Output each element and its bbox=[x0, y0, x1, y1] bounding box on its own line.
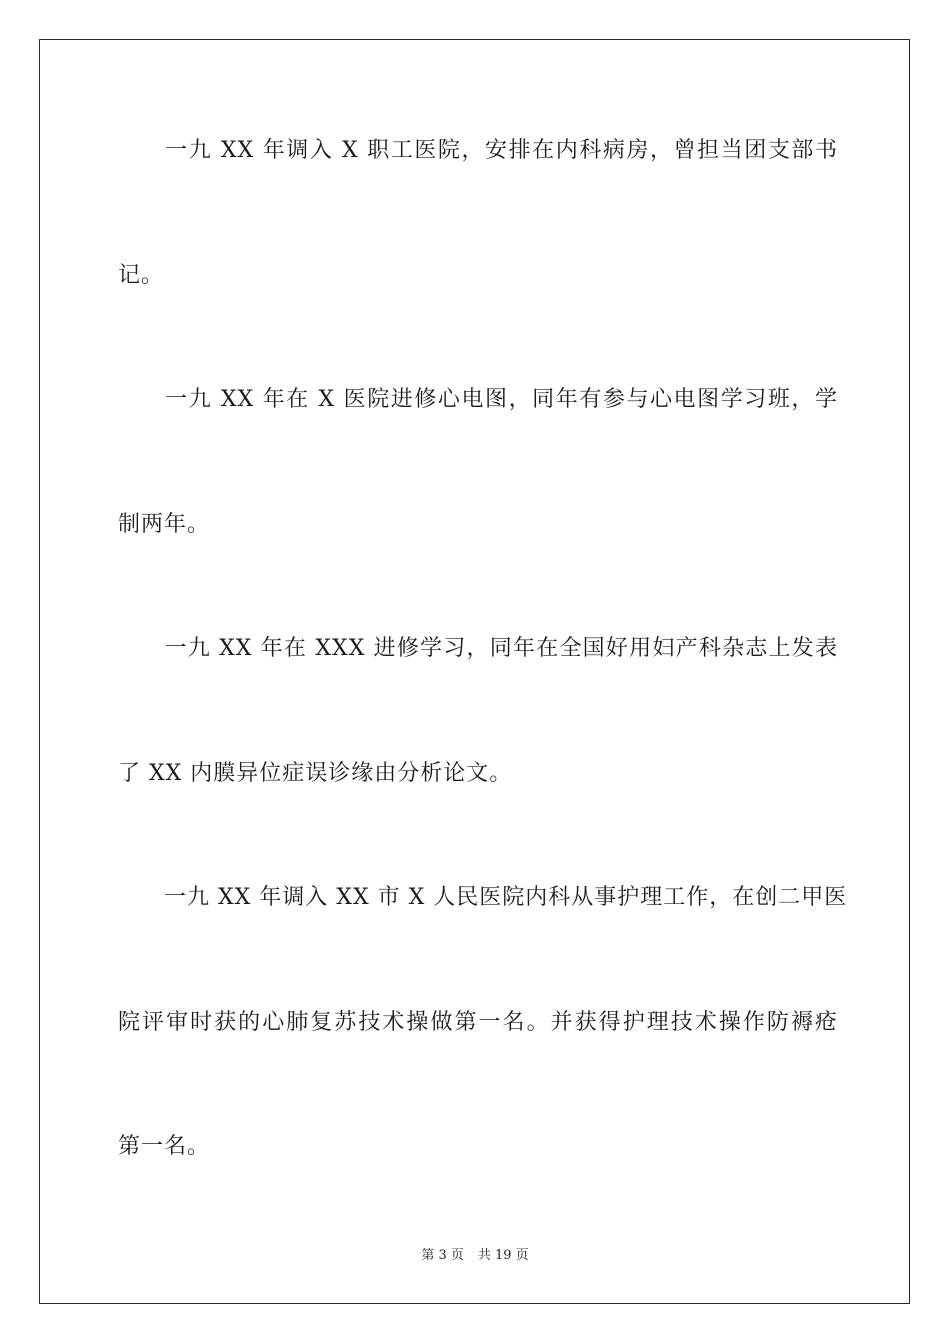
paragraph-1-line-1: 一九 XX 年调入 X 职工医院，安排在内科病房，曾担当团支部书 bbox=[118, 138, 838, 163]
paragraph-2-line-1: 一九 XX 年在 X 医院进修心电图，同年有参与心电图学习班，学 bbox=[118, 387, 838, 412]
paragraph-3-line-1: 一九 XX 年在 XXX 进修学习，同年在全国好用妇产科杂志上发表 bbox=[118, 636, 838, 661]
page-number-total: 共 19 页 bbox=[477, 1248, 529, 1263]
paragraph-2-line-2: 制两年。 bbox=[118, 512, 211, 537]
page-footer bbox=[0, 1247, 950, 1265]
page-number-current: 第 3 页 bbox=[421, 1248, 464, 1263]
paragraph-1-line-2: 记。 bbox=[118, 263, 165, 288]
paragraph-4-line-3: 第一名。 bbox=[118, 1134, 211, 1159]
page-border bbox=[39, 39, 910, 1304]
paragraph-3-line-2: 了 XX 内膜异位症误诊缘由分析论文。 bbox=[118, 761, 513, 786]
paragraph-4-line-1: 一九 XX 年调入 XX 市 X 人民医院内科从事护理工作，在创二甲医 bbox=[118, 885, 848, 910]
paragraph-4-line-2: 院评审时获的心肺复苏技术操做第一名。并获得护理技术操作防褥疮 bbox=[118, 1010, 838, 1035]
